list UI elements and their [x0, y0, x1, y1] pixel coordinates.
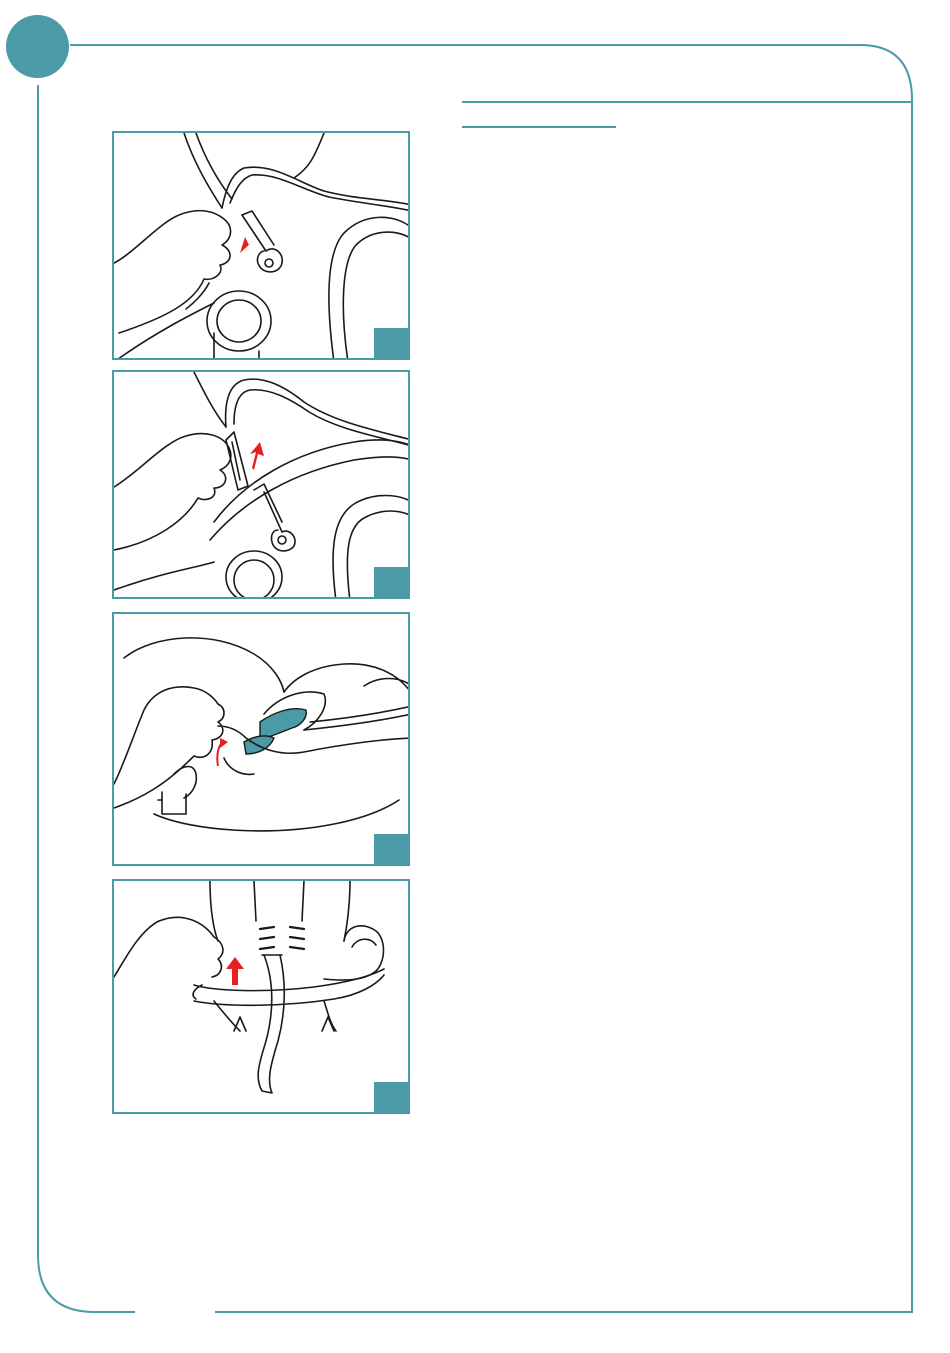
header-rule-long: [462, 101, 912, 103]
illustration-cover-lift: [114, 614, 410, 866]
section-marker-dot: [6, 15, 69, 78]
illustration-buckle-release: [114, 133, 410, 360]
illustration-strap-pull: [114, 372, 410, 599]
step-number-badge-1: [374, 328, 408, 358]
step-number-badge-4: [374, 1082, 408, 1112]
illustration-panel-1: [112, 131, 410, 360]
header-rule-short: [462, 126, 616, 128]
illustration-panel-3: [112, 612, 410, 866]
illustration-panel-2: [112, 370, 410, 599]
step-number-badge-3: [374, 834, 408, 864]
illustration-seat-pad-lift: [114, 881, 410, 1114]
illustration-panel-4: [112, 879, 410, 1114]
step-number-badge-2: [374, 567, 408, 597]
